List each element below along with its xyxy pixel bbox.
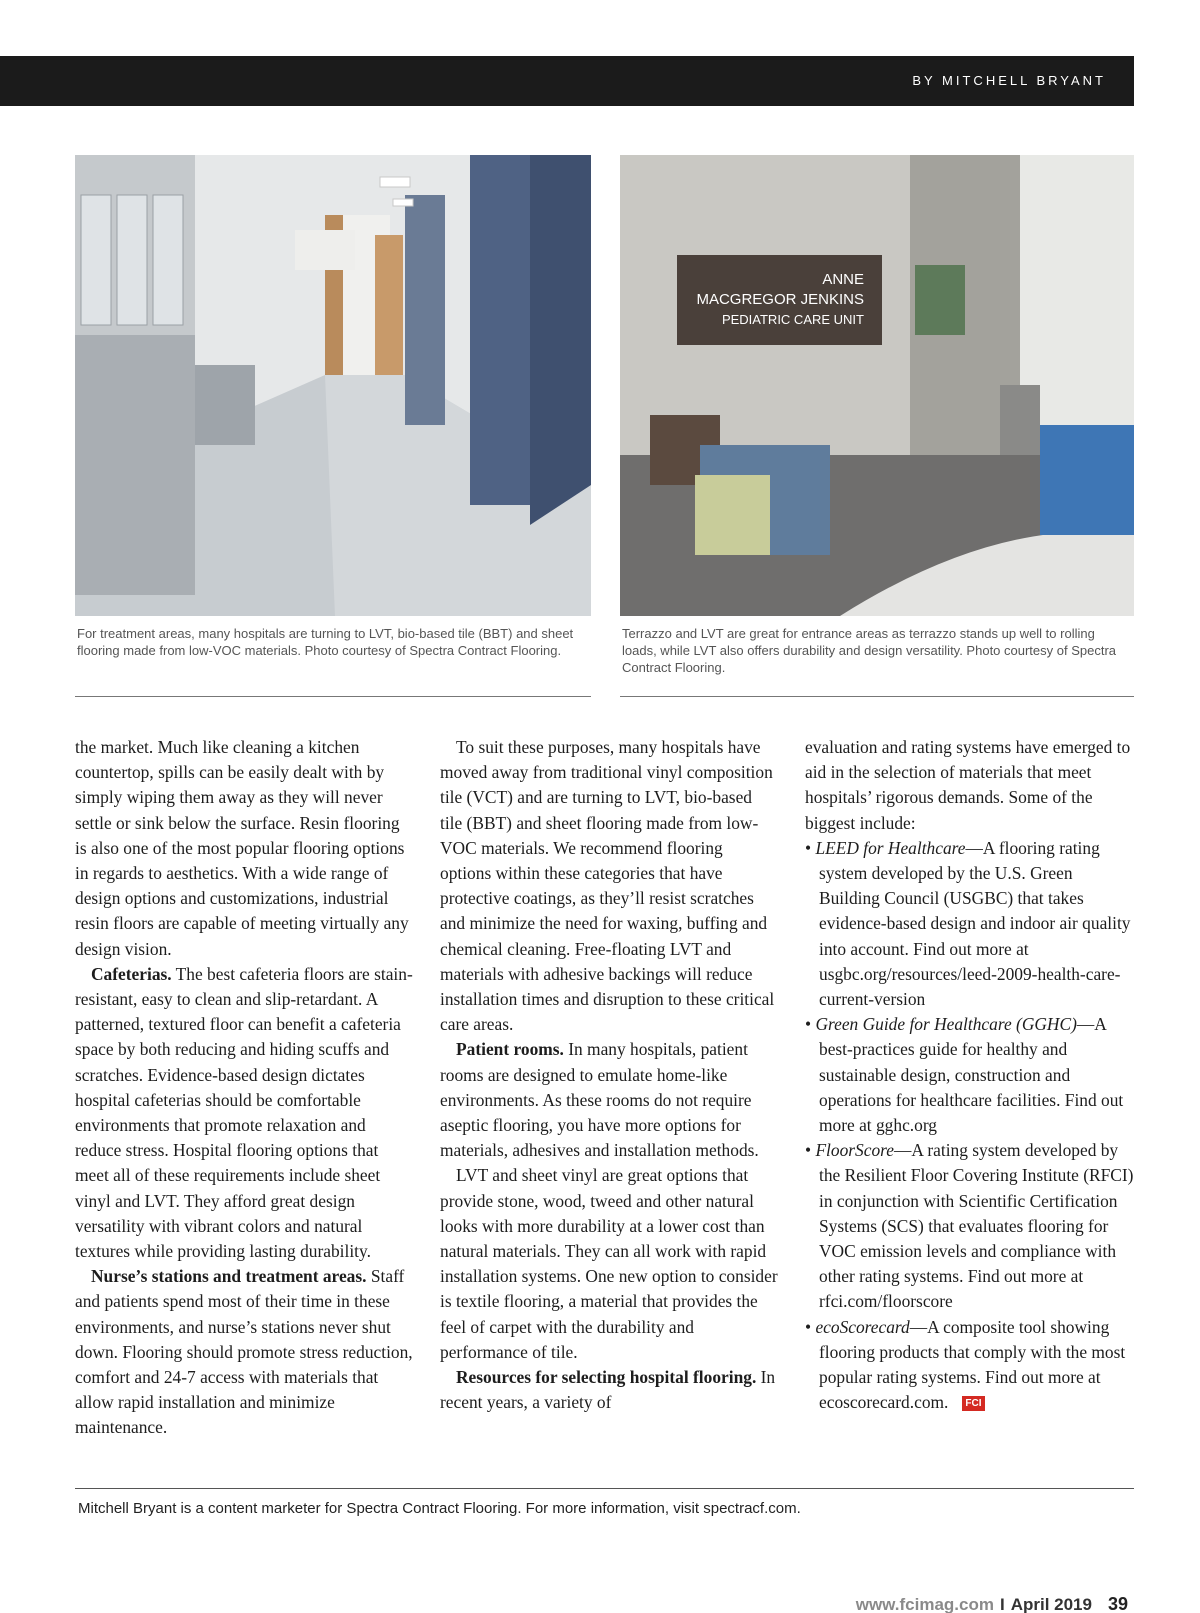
bio-rule bbox=[75, 1488, 1134, 1489]
article-column-1 bbox=[75, 735, 413, 1441]
col3-paragraph-1: evaluation and rating systems have emerged to aid in the selection of materials that meet hospitals’ rigorous demands. Some of the biggest include: bbox=[805, 737, 1131, 833]
col1-paragraph-2: Cafeterias. The best cafeteria floors are stain-resistant, easy to clean and slip-retardant. A patterned, textured floor can benefit a cafeteria space by both reducing and hiding scuffs and scratches. Evidence-based design dictates hospital cafeterias should be comfortable environments that promote relaxation and reduce stress. Hospital flooring options that meet all of these requirements include sheet vinyl and LVT. They afford great design versatility with vibrant colors and natural textures while providing lasting durability. bbox=[75, 963, 413, 1262]
col1-paragraph-1: the market. Much like cleaning a kitchen countertop, spills can be easily dealt with by simply wiping them away as they will never settle or sink below the surface. Resin flooring is also one of the most popular flooring options in regards to aesthetics. With a wide range of design options and customizations, industrial resin floors are capable of meeting virtually any design vision. bbox=[75, 737, 409, 959]
col2-paragraph-4: Resources for selecting hospital flooring. In recent years, a variety of bbox=[440, 1367, 776, 1413]
page-footer bbox=[856, 1594, 1128, 1613]
footer-site: www.fcimag.com bbox=[855, 1595, 994, 1613]
bullet-ecoscorecard: • ecoScorecard—A composite tool showing flooring products that comply with the most popular rating systems. Find out more at ecoscorecard.com. FCI bbox=[805, 1316, 1126, 1413]
article-column-3 bbox=[805, 735, 1135, 1415]
photo-treatment-area bbox=[75, 155, 591, 616]
byline: BY MITCHELL BRYANT bbox=[912, 73, 1106, 88]
photo-entrance-area bbox=[620, 155, 1134, 616]
col1-paragraph-3: Nurse’s stations and treatment areas. Staff and patients spend most of their time in these environments, and nurse’s stations never shut down. Flooring should promote stress reduction, comfort and 24-7 access with materials that allow rapid installation and minimize maintenance. bbox=[75, 1266, 413, 1438]
subhead-cafeterias: Cafeterias. bbox=[91, 963, 172, 984]
caption-rule-left bbox=[75, 696, 591, 697]
bullet-floorscore: • FloorScore—A rating system developed by the Resilient Floor Covering Institute (RFCI) in conjunction with Scientific Certification Systems (SCS) that evaluates flooring for VOC emission levels and compliance with other rating systems. Find out more at rfci.com/floorscore bbox=[805, 1140, 1134, 1312]
subhead-resources: Resources for selecting hospital flooring. bbox=[456, 1367, 757, 1388]
footer-date: April 2019 bbox=[1010, 1595, 1092, 1613]
col2-paragraph-2: Patient rooms. In many hospitals, patient rooms are designed to emulate home-like environments. As these rooms do not require aseptic flooring, you have more options for materials, adhesives and installation methods. bbox=[440, 1039, 759, 1161]
lobby-illustration bbox=[620, 155, 1134, 616]
subhead-patient-rooms: Patient rooms. bbox=[456, 1039, 564, 1060]
bullet-gghc: • Green Guide for Healthcare (GGHC)—A best-practices guide for healthy and sustainable design, construction and operations for healthcare facilities. Find out more at gghc.org bbox=[805, 1014, 1124, 1136]
footer-separator: I bbox=[999, 1595, 1005, 1613]
subhead-nurses-stations: Nurse’s stations and treatment areas. bbox=[91, 1266, 367, 1287]
sign-line-1: ANNE bbox=[822, 271, 864, 288]
byline-bar bbox=[0, 56, 1134, 106]
page-number: 39 bbox=[1107, 1594, 1128, 1613]
caption-rule-right bbox=[620, 696, 1134, 697]
col2-paragraph-1: To suit these purposes, many hospitals have moved away from traditional vinyl composition tile (VCT) and are turning to LVT, bio-based tile (BBT) and sheet flooring made from low-VOC materials. We recommend flooring options within these categories that have protective coatings, as they’ll resist scratches and minimize the need for waxing, buffing and chemical cleaning. Free-floating LVT and materials with adhesive backings will reduce installation times and disruption to these critical care areas. bbox=[440, 737, 775, 1035]
bullet-leed: • LEED for Healthcare—A flooring rating system developed by the U.S. Green Building Council (USGBC) that takes evidence-based design and indoor air quality into account. Find out more at usgbc.org/resources/leed-2009-health-care-current-version bbox=[805, 837, 1131, 1010]
caption-left: For treatment areas, many hospitals are turning to LVT, bio-based tile (BBT) and sheet flooring made from low-VOC materials. Photo courtesy of Spectra Contract Flooring. bbox=[77, 626, 574, 658]
sign-line-2: MACGREGOR JENKINS bbox=[696, 291, 864, 308]
col2-paragraph-3: LVT and sheet vinyl are great options that provide stone, wood, tweed and other natural looks with more durability at a lower cost than natural materials. They can all work with rapid installation systems. One new option to consider is textile flooring, a material that provides the feel of carpet with the durability and performance of tile. bbox=[440, 1165, 778, 1362]
sign-line-3: PEDIATRIC CARE UNIT bbox=[721, 312, 864, 327]
author-bio: Mitchell Bryant is a content marketer for Spectra Contract Flooring. For more information, visit spectracf.com. bbox=[78, 1500, 801, 1517]
article-column-2 bbox=[440, 735, 778, 1415]
caption-right: Terrazzo and LVT are great for entrance areas as terrazzo stands up well to rolling loads, while LVT also offers durability and design versatility. Photo courtesy of Spectra Contract Flooring. bbox=[622, 626, 1117, 675]
fci-end-mark-icon: FCI bbox=[962, 1396, 984, 1411]
corridor-illustration bbox=[75, 155, 591, 616]
